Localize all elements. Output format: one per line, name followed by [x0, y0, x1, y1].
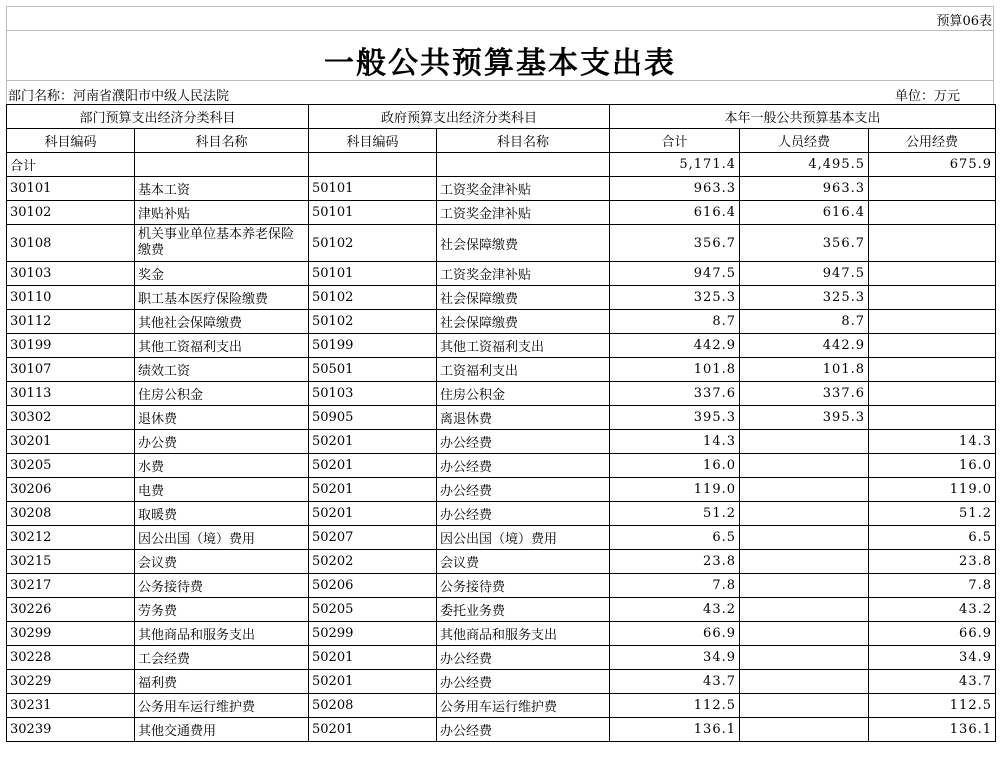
- total-public: 675.9: [869, 153, 996, 177]
- cell-total: 119.0: [610, 478, 740, 502]
- cell-gov-code: 50501: [309, 358, 437, 382]
- header-basic-expenditure: 本年一般公共预算基本支出: [610, 105, 996, 129]
- cell-personnel: [740, 670, 869, 694]
- cell-gov-code: 50201: [309, 718, 437, 742]
- cell-personnel: 616.4: [740, 201, 869, 225]
- cell-gov-code: 50102: [309, 286, 437, 310]
- cell-personnel: [740, 646, 869, 670]
- cell-dept-name: 职工基本医疗保险缴费: [135, 286, 309, 310]
- cell-dept-code: 30229: [7, 670, 135, 694]
- cell-gov-code: 50201: [309, 430, 437, 454]
- cell-gov-name: 委托业务费: [437, 598, 610, 622]
- cell-personnel: 395.3: [740, 406, 869, 430]
- cell-total: 963.3: [610, 177, 740, 201]
- cell-gov-name: 社会保障缴费: [437, 286, 610, 310]
- cell-gov-name: 工资奖金津补贴: [437, 177, 610, 201]
- header-dept-classification: 部门预算支出经济分类科目: [7, 105, 309, 129]
- cell-personnel: [740, 550, 869, 574]
- table-row: [7, 201, 996, 225]
- table-column-header-row: [7, 129, 996, 153]
- cell-total: 6.5: [610, 526, 740, 550]
- cell-dept-code: 30239: [7, 718, 135, 742]
- cell-total: 112.5: [610, 694, 740, 718]
- cell-gov-name: 会议费: [437, 550, 610, 574]
- table-row: [7, 225, 996, 262]
- cell-gov-name: 工资福利支出: [437, 358, 610, 382]
- cell-total: 395.3: [610, 406, 740, 430]
- cell-dept-code: 30228: [7, 646, 135, 670]
- cell-dept-name: 工会经费: [135, 646, 309, 670]
- cell-gov-name: 办公经费: [437, 430, 610, 454]
- total-label: 合计: [7, 153, 135, 177]
- cell-personnel: 325.3: [740, 286, 869, 310]
- cell-gov-name: 办公经费: [437, 454, 610, 478]
- table-row: [7, 358, 996, 382]
- cell-gov-name: 办公经费: [437, 718, 610, 742]
- cell-public: 43.7: [869, 670, 996, 694]
- cell-total: 43.7: [610, 670, 740, 694]
- cell-dept-code: 30102: [7, 201, 135, 225]
- cell-personnel: [740, 574, 869, 598]
- table-row: [7, 454, 996, 478]
- table-body: [7, 153, 996, 742]
- cell-gov-name: 住房公积金: [437, 382, 610, 406]
- cell-dept-code: 30199: [7, 334, 135, 358]
- cell-total: 101.8: [610, 358, 740, 382]
- cell-public: 112.5: [869, 694, 996, 718]
- cell-dept-name: 公务接待费: [135, 574, 309, 598]
- cell-total: 442.9: [610, 334, 740, 358]
- cell-gov-code: 50202: [309, 550, 437, 574]
- cell-gov-code: 50201: [309, 478, 437, 502]
- cell-total: 34.9: [610, 646, 740, 670]
- cell-public: [869, 262, 996, 286]
- cell-dept-code: 30302: [7, 406, 135, 430]
- total-empty-cell: [309, 153, 437, 177]
- cell-dept-code: 30212: [7, 526, 135, 550]
- cell-gov-code: 50101: [309, 201, 437, 225]
- cell-total: 66.9: [610, 622, 740, 646]
- table-row: [7, 286, 996, 310]
- table-row: [7, 262, 996, 286]
- cell-public: 23.8: [869, 550, 996, 574]
- total-empty-cell: [135, 153, 309, 177]
- cell-personnel: 101.8: [740, 358, 869, 382]
- cell-gov-code: 50201: [309, 670, 437, 694]
- cell-personnel: [740, 526, 869, 550]
- header-personnel: 人员经费: [740, 129, 869, 153]
- cell-gov-code: 50103: [309, 382, 437, 406]
- cell-public: [869, 334, 996, 358]
- cell-dept-code: 30112: [7, 310, 135, 334]
- header-dept-code: 科目编码: [7, 129, 135, 153]
- cell-gov-code: 50201: [309, 646, 437, 670]
- cell-dept-name: 退休费: [135, 406, 309, 430]
- cell-gov-name: 办公经费: [437, 670, 610, 694]
- cell-personnel: 442.9: [740, 334, 869, 358]
- cell-total: 8.7: [610, 310, 740, 334]
- cell-public: 66.9: [869, 622, 996, 646]
- cell-gov-name: 其他商品和服务支出: [437, 622, 610, 646]
- cell-dept-name: 因公出国（境）费用: [135, 526, 309, 550]
- cell-personnel: 947.5: [740, 262, 869, 286]
- cell-total: 51.2: [610, 502, 740, 526]
- cell-gov-code: 50206: [309, 574, 437, 598]
- cell-personnel: [740, 622, 869, 646]
- cell-dept-code: 30110: [7, 286, 135, 310]
- cell-personnel: [740, 502, 869, 526]
- table-row: [7, 622, 996, 646]
- cell-dept-code: 30226: [7, 598, 135, 622]
- header-gov-code: 科目编码: [309, 129, 437, 153]
- cell-gov-name: 办公经费: [437, 502, 610, 526]
- cell-gov-code: 50101: [309, 177, 437, 201]
- cell-dept-code: 30217: [7, 574, 135, 598]
- cell-dept-name: 奖金: [135, 262, 309, 286]
- unit-label: 单位：万元: [895, 89, 961, 104]
- cell-public: 136.1: [869, 718, 996, 742]
- table-row: [7, 382, 996, 406]
- cell-gov-code: 50299: [309, 622, 437, 646]
- table-group-header-row: [7, 105, 996, 129]
- cell-public: [869, 358, 996, 382]
- cell-total: 616.4: [610, 201, 740, 225]
- cell-public: 7.8: [869, 574, 996, 598]
- cell-gov-name: 离退休费: [437, 406, 610, 430]
- cell-gov-code: 50102: [309, 225, 437, 262]
- cell-dept-code: 30103: [7, 262, 135, 286]
- cell-public: 14.3: [869, 430, 996, 454]
- table-row: [7, 310, 996, 334]
- total-personnel: 4,495.5: [740, 153, 869, 177]
- cell-dept-name: 绩效工资: [135, 358, 309, 382]
- cell-dept-code: 30101: [7, 177, 135, 201]
- cell-personnel: [740, 598, 869, 622]
- cell-gov-code: 50201: [309, 502, 437, 526]
- cell-total: 14.3: [610, 430, 740, 454]
- header-total: 合计: [610, 129, 740, 153]
- cell-public: [869, 406, 996, 430]
- cell-dept-code: 30208: [7, 502, 135, 526]
- cell-total: 325.3: [610, 286, 740, 310]
- cell-gov-name: 社会保障缴费: [437, 310, 610, 334]
- cell-dept-code: 30108: [7, 225, 135, 262]
- cell-dept-name: 其他社会保障缴费: [135, 310, 309, 334]
- cell-dept-name: 公务用车运行维护费: [135, 694, 309, 718]
- cell-total: 43.2: [610, 598, 740, 622]
- table-row: [7, 177, 996, 201]
- cell-gov-code: 50101: [309, 262, 437, 286]
- cell-gov-name: 工资奖金津补贴: [437, 262, 610, 286]
- cell-dept-name: 电费: [135, 478, 309, 502]
- cell-gov-code: 50205: [309, 598, 437, 622]
- cell-public: 16.0: [869, 454, 996, 478]
- budget-table: [6, 104, 996, 742]
- cell-gov-code: 50905: [309, 406, 437, 430]
- cell-personnel: 8.7: [740, 310, 869, 334]
- total-row: [7, 153, 996, 177]
- cell-total: 23.8: [610, 550, 740, 574]
- cell-total: 136.1: [610, 718, 740, 742]
- cell-public: [869, 177, 996, 201]
- cell-dept-name: 机关事业单位基本养老保险缴费: [135, 225, 309, 262]
- total-sum: 5,171.4: [610, 153, 740, 177]
- table-row: [7, 502, 996, 526]
- cell-total: 16.0: [610, 454, 740, 478]
- total-empty-cell: [437, 153, 610, 177]
- cell-dept-name: 福利费: [135, 670, 309, 694]
- table-row: [7, 718, 996, 742]
- table-row: [7, 646, 996, 670]
- cell-total: 947.5: [610, 262, 740, 286]
- cell-dept-code: 30299: [7, 622, 135, 646]
- cell-gov-name: 其他工资福利支出: [437, 334, 610, 358]
- table-row: [7, 694, 996, 718]
- cell-dept-name: 其他商品和服务支出: [135, 622, 309, 646]
- cell-gov-code: 50199: [309, 334, 437, 358]
- cell-total: 7.8: [610, 574, 740, 598]
- cell-gov-code: 50207: [309, 526, 437, 550]
- cell-public: 34.9: [869, 646, 996, 670]
- cell-gov-name: 公务接待费: [437, 574, 610, 598]
- form-number: 预算06表: [936, 14, 992, 29]
- cell-public: 6.5: [869, 526, 996, 550]
- header-gov-name: 科目名称: [437, 129, 610, 153]
- cell-dept-name: 其他交通费用: [135, 718, 309, 742]
- header-gov-classification: 政府预算支出经济分类科目: [309, 105, 610, 129]
- cell-public: [869, 310, 996, 334]
- cell-dept-code: 30215: [7, 550, 135, 574]
- cell-public: 119.0: [869, 478, 996, 502]
- cell-gov-name: 工资奖金津补贴: [437, 201, 610, 225]
- cell-dept-name: 其他工资福利支出: [135, 334, 309, 358]
- cell-personnel: 337.6: [740, 382, 869, 406]
- cell-dept-name: 办公费: [135, 430, 309, 454]
- table-row: [7, 574, 996, 598]
- page-title: 一般公共预算基本支出表: [324, 46, 676, 81]
- cell-dept-name: 取暖费: [135, 502, 309, 526]
- table-row: [7, 550, 996, 574]
- cell-public: [869, 286, 996, 310]
- cell-dept-name: 津贴补贴: [135, 201, 309, 225]
- cell-public: [869, 382, 996, 406]
- cell-dept-name: 基本工资: [135, 177, 309, 201]
- cell-dept-name: 住房公积金: [135, 382, 309, 406]
- cell-personnel: 356.7: [740, 225, 869, 262]
- cell-dept-code: 30113: [7, 382, 135, 406]
- cell-personnel: [740, 478, 869, 502]
- cell-gov-name: 办公经费: [437, 646, 610, 670]
- cell-public: 43.2: [869, 598, 996, 622]
- cell-dept-code: 30205: [7, 454, 135, 478]
- table-row: [7, 670, 996, 694]
- cell-gov-name: 社会保障缴费: [437, 225, 610, 262]
- cell-public: [869, 201, 996, 225]
- cell-dept-name: 会议费: [135, 550, 309, 574]
- cell-dept-code: 30107: [7, 358, 135, 382]
- header-dept-name: 科目名称: [135, 129, 309, 153]
- cell-dept-code: 30201: [7, 430, 135, 454]
- header-public: 公用经费: [869, 129, 996, 153]
- cell-personnel: [740, 430, 869, 454]
- cell-dept-name: 水费: [135, 454, 309, 478]
- table-row: [7, 598, 996, 622]
- table-row: [7, 526, 996, 550]
- cell-gov-name: 公务用车运行维护费: [437, 694, 610, 718]
- cell-total: 337.6: [610, 382, 740, 406]
- cell-gov-code: 50102: [309, 310, 437, 334]
- cell-gov-name: 因公出国（境）费用: [437, 526, 610, 550]
- cell-total: 356.7: [610, 225, 740, 262]
- cell-dept-code: 30206: [7, 478, 135, 502]
- table-row: [7, 430, 996, 454]
- cell-gov-code: 50208: [309, 694, 437, 718]
- cell-gov-code: 50201: [309, 454, 437, 478]
- cell-gov-name: 办公经费: [437, 478, 610, 502]
- table-row: [7, 406, 996, 430]
- table-row: [7, 334, 996, 358]
- cell-personnel: [740, 694, 869, 718]
- cell-public: [869, 225, 996, 262]
- table-row: [7, 478, 996, 502]
- cell-personnel: [740, 454, 869, 478]
- department-label: 部门名称：河南省濮阳市中级人民法院: [8, 89, 230, 104]
- cell-dept-code: 30231: [7, 694, 135, 718]
- cell-personnel: 963.3: [740, 177, 869, 201]
- cell-personnel: [740, 718, 869, 742]
- cell-dept-name: 劳务费: [135, 598, 309, 622]
- cell-public: 51.2: [869, 502, 996, 526]
